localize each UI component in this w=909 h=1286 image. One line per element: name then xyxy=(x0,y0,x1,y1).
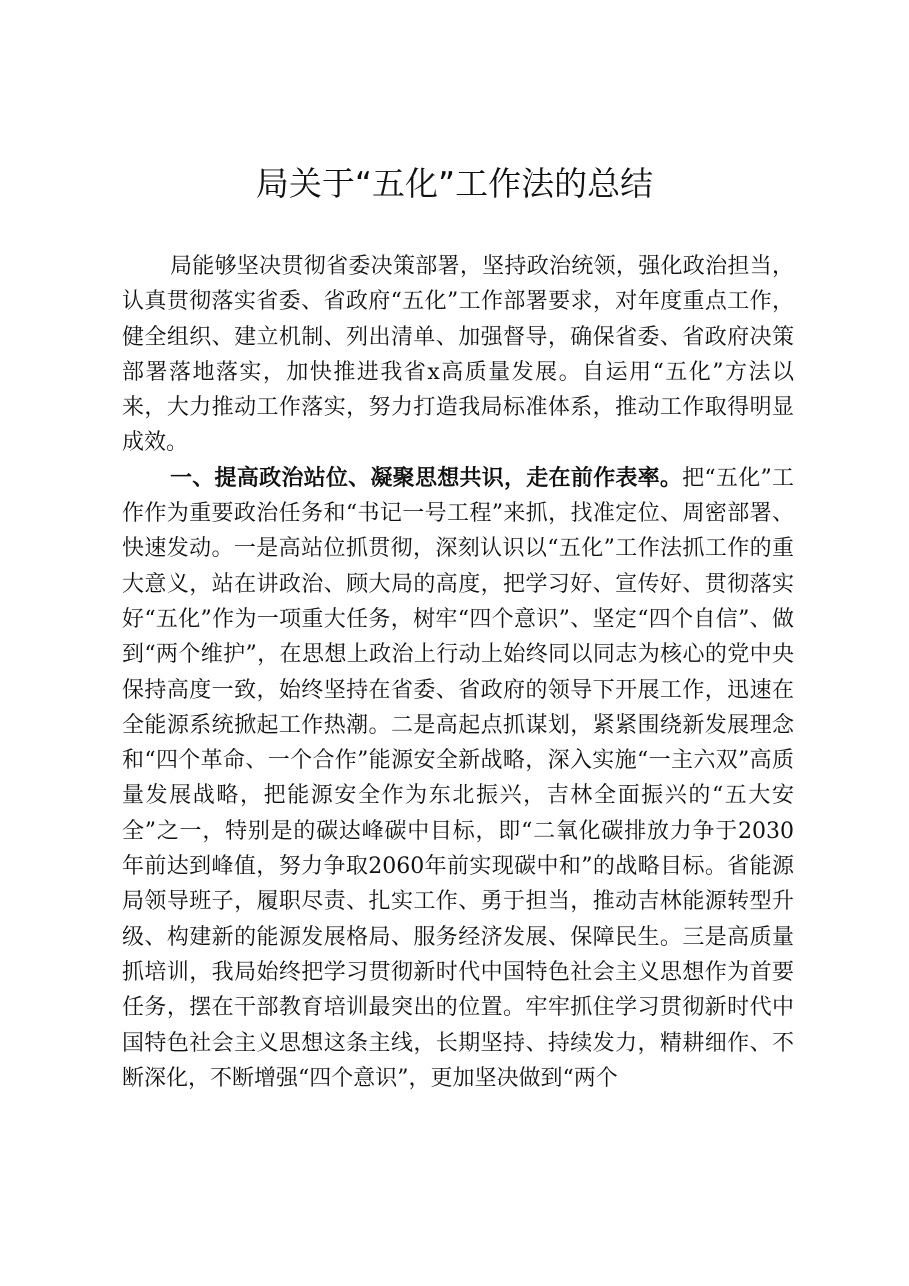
section-one-text: 把“五化”工作作为重要政治任务和“书记一号工程”来抓，找准定位、周密部署、快速发动。一是高站位抓贯彻，深刻认识以“五化”工作法抓工作的重大意义，站在讲政治、顾大局的高度，把学习好、宣传好、贯彻落实好“五化”作为一项重大任务，树牢“四个意识”、坚定“四个自信”、做到“两个维护”，在思想上政治上行动上始终同以同志为核心的党中央保持高度一致，始终坚持在省委、省政府的领导下开展工作，迅速在全能源系统掀起工作热潮。二是高起点抓谋划，紧紧围绕新发展理念和“四个革命、一个合作”能源安全新战略，深入实施“一主六双”高质量发展战略，把能源安全作为东北振兴，吉林全面振兴的“五大安全”之一，特别是的碳达峰碳中目标，即“二氧化碳排放力争于2030年前达到峰值，努力争取2060年前实现碳中和”的战略目标。省能源局领导班子，履职尽责、扎实工作、勇于担当，推动吉林能源转型升级、构建新的能源发展格局、服务经济发展、保障民生。三是高质量抓培训，我局始终把学习贯彻新时代中国特色社会主义思想作为首要任务，摆在干部教育培训最突出的位置。牢牢抓住学习贯彻新时代中国特色社会主义思想这条主线，长期坚持、持续发力，精耕细作、不断深化，不断增强“四个意识”，更加坚决做到“两个 xyxy=(122,465,794,1091)
intro-paragraph xyxy=(122,249,794,461)
section-one-heading: 一、提高政治站位、凝聚思想共识，走在前作表率。 xyxy=(170,464,683,491)
section-one-paragraph xyxy=(122,461,794,1096)
intro-paragraph-text: 局能够坚决贯彻省委决策部署，坚持政治统领，强化政治担当，认真贯彻落实省委、省政府“五化”工作部署要求，对年度重点工作，健全组织、建立机制、列出清单、加强督导，确保省委、省政府决策部署落地落实，加快推进我省x高质量发展。自运用“五化”方法以来，大力推动工作落实，努力打造我局标准体系，推动工作取得明显成效。 xyxy=(122,254,794,456)
document-body xyxy=(122,249,794,1096)
document-title: 局关于“五化”工作法的总结 xyxy=(255,164,654,203)
